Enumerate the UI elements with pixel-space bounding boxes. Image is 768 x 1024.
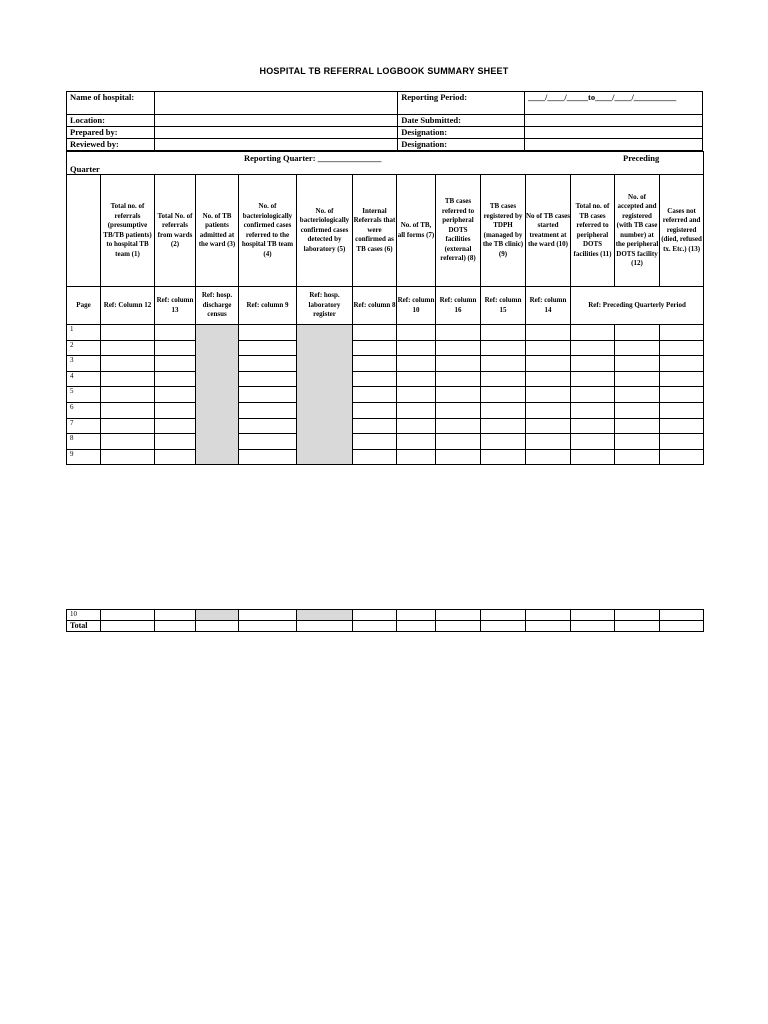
total-cell[interactable] bbox=[436, 621, 481, 632]
data-cell[interactable] bbox=[436, 610, 481, 621]
data-cell[interactable] bbox=[397, 610, 436, 621]
data-cell[interactable] bbox=[101, 434, 155, 450]
column-header: No. of TB patients admitted at the ward (3) bbox=[196, 175, 239, 287]
data-cell[interactable] bbox=[615, 325, 660, 341]
data-cell[interactable] bbox=[353, 610, 397, 621]
data-cell[interactable] bbox=[155, 449, 196, 465]
total-cell[interactable] bbox=[571, 621, 615, 632]
data-cell[interactable] bbox=[526, 402, 571, 418]
shaded-cell bbox=[297, 610, 353, 621]
reviewed-by-field[interactable] bbox=[154, 139, 397, 151]
data-cell[interactable] bbox=[436, 325, 481, 341]
data-cell[interactable] bbox=[436, 356, 481, 372]
data-cell[interactable] bbox=[571, 356, 615, 372]
data-cell[interactable] bbox=[436, 418, 481, 434]
data-cell[interactable] bbox=[615, 387, 660, 403]
total-row bbox=[67, 621, 704, 632]
page-number: 1 bbox=[67, 325, 101, 341]
info-table bbox=[66, 91, 703, 151]
table-row bbox=[67, 387, 704, 403]
data-cell[interactable] bbox=[353, 340, 397, 356]
data-cell[interactable] bbox=[155, 434, 196, 450]
designation-label: Designation: bbox=[398, 127, 525, 139]
table-row bbox=[67, 325, 704, 341]
page-number: 2 bbox=[67, 340, 101, 356]
data-cell[interactable] bbox=[615, 340, 660, 356]
data-cell[interactable] bbox=[571, 387, 615, 403]
data-cell[interactable] bbox=[101, 387, 155, 403]
table-row bbox=[67, 434, 704, 450]
data-cell[interactable] bbox=[436, 340, 481, 356]
data-cell[interactable] bbox=[353, 371, 397, 387]
data-cell[interactable] bbox=[239, 356, 297, 372]
column-header: Total No. of referrals from wards (2) bbox=[155, 175, 196, 287]
reviewed-by-label: Reviewed by: bbox=[67, 139, 155, 151]
data-cell[interactable] bbox=[526, 371, 571, 387]
shaded-cell bbox=[196, 610, 239, 621]
data-cell[interactable] bbox=[526, 340, 571, 356]
data-cell[interactable] bbox=[481, 387, 526, 403]
page-header: Page bbox=[67, 287, 101, 325]
data-cell[interactable] bbox=[155, 356, 196, 372]
data-cell[interactable] bbox=[101, 449, 155, 465]
data-cell[interactable] bbox=[101, 356, 155, 372]
data-cell[interactable] bbox=[526, 449, 571, 465]
data-cell[interactable] bbox=[101, 402, 155, 418]
data-cell[interactable] bbox=[615, 356, 660, 372]
data-cell[interactable] bbox=[571, 610, 615, 621]
data-cell[interactable] bbox=[660, 325, 704, 341]
page-title: HOSPITAL TB REFERRAL LOGBOOK SUMMARY SHEET bbox=[259, 66, 509, 76]
data-cell[interactable] bbox=[436, 371, 481, 387]
total-cell[interactable] bbox=[397, 621, 436, 632]
data-cell[interactable] bbox=[436, 402, 481, 418]
data-cell[interactable] bbox=[526, 325, 571, 341]
data-cell[interactable] bbox=[660, 356, 704, 372]
table-row bbox=[67, 418, 704, 434]
data-cell[interactable] bbox=[660, 402, 704, 418]
data-cell[interactable] bbox=[101, 325, 155, 341]
ref-cell: Ref: column 13 bbox=[155, 287, 196, 325]
data-cell[interactable] bbox=[353, 418, 397, 434]
reporting-quarter-row bbox=[67, 152, 704, 175]
date-submitted-field[interactable] bbox=[525, 115, 703, 127]
data-cell[interactable] bbox=[397, 387, 436, 403]
total-cell[interactable] bbox=[615, 621, 660, 632]
shaded-cell bbox=[297, 325, 353, 465]
data-cell[interactable] bbox=[660, 610, 704, 621]
total-cell[interactable] bbox=[239, 621, 297, 632]
data-cell[interactable] bbox=[353, 449, 397, 465]
data-cell[interactable] bbox=[436, 449, 481, 465]
date-submitted-label: Date Submitted: bbox=[398, 115, 525, 127]
total-cell[interactable] bbox=[155, 621, 196, 632]
designation-label: Designation: bbox=[398, 139, 525, 151]
data-cell[interactable] bbox=[397, 356, 436, 372]
data-cell[interactable] bbox=[660, 371, 704, 387]
data-cell[interactable] bbox=[353, 434, 397, 450]
hospital-name-field[interactable] bbox=[154, 92, 397, 115]
table-row bbox=[67, 402, 704, 418]
data-cell[interactable] bbox=[436, 434, 481, 450]
prepared-by-field[interactable] bbox=[154, 127, 397, 139]
column-header: Internal Referrals that were confirmed as TB cases (6) bbox=[353, 175, 397, 287]
ref-cell: Ref: column 9 bbox=[239, 287, 297, 325]
data-cell[interactable] bbox=[239, 325, 297, 341]
reporting-quarter-label: Reporting Quarter: _______________ bbox=[244, 153, 382, 163]
data-cell[interactable] bbox=[571, 340, 615, 356]
table-row bbox=[67, 449, 704, 465]
column-header: Cases not referred and registered (died, refused tx. Etc.) (13) bbox=[660, 175, 704, 287]
data-cell[interactable] bbox=[239, 340, 297, 356]
data-cell[interactable] bbox=[353, 356, 397, 372]
data-cell[interactable] bbox=[660, 340, 704, 356]
data-cell[interactable] bbox=[101, 418, 155, 434]
page-number: 8 bbox=[67, 434, 101, 450]
ref-cell: Ref: column 10 bbox=[397, 287, 436, 325]
data-cell[interactable] bbox=[526, 434, 571, 450]
data-cell[interactable] bbox=[481, 371, 526, 387]
data-cell[interactable] bbox=[353, 325, 397, 341]
data-cell[interactable] bbox=[155, 325, 196, 341]
data-cell[interactable] bbox=[660, 387, 704, 403]
total-cell[interactable] bbox=[101, 621, 155, 632]
data-cell[interactable] bbox=[436, 387, 481, 403]
data-cell[interactable] bbox=[481, 402, 526, 418]
column-header: No of TB cases started treatment at the ward (10) bbox=[526, 175, 571, 287]
ref-cell: Ref: Column 12 bbox=[101, 287, 155, 325]
data-cell[interactable] bbox=[571, 371, 615, 387]
data-cell[interactable] bbox=[571, 449, 615, 465]
column-header: No. of TB, all forms (7) bbox=[397, 175, 436, 287]
table-row bbox=[67, 356, 704, 372]
data-cell[interactable] bbox=[397, 418, 436, 434]
page-number: 5 bbox=[67, 387, 101, 403]
data-cell[interactable] bbox=[155, 402, 196, 418]
page-number: 9 bbox=[67, 449, 101, 465]
data-cell[interactable] bbox=[526, 387, 571, 403]
data-cell[interactable] bbox=[615, 371, 660, 387]
data-cell[interactable] bbox=[397, 371, 436, 387]
data-cell[interactable] bbox=[239, 371, 297, 387]
page-number: 6 bbox=[67, 402, 101, 418]
column-header: No. of accepted and registered (with TB case number) at the peripheral DOTS facility (12) bbox=[615, 175, 660, 287]
data-cell[interactable] bbox=[481, 340, 526, 356]
summary-bottom-table bbox=[66, 609, 704, 632]
table-row bbox=[67, 371, 704, 387]
data-cell[interactable] bbox=[526, 418, 571, 434]
page-number: 4 bbox=[67, 371, 101, 387]
preceding-label: Preceding bbox=[623, 153, 660, 163]
ref-cell: Ref: column 15 bbox=[481, 287, 526, 325]
column-header: Total no. of referrals (presumptive TB/TB patients) to hospital TB team (1) bbox=[101, 175, 155, 287]
data-cell[interactable] bbox=[481, 325, 526, 341]
data-cell[interactable] bbox=[155, 387, 196, 403]
data-cell[interactable] bbox=[571, 434, 615, 450]
column-header: No. of bacteriologically confirmed cases referred to the hospital TB team (4) bbox=[239, 175, 297, 287]
data-cell[interactable] bbox=[526, 610, 571, 621]
data-cell[interactable] bbox=[101, 340, 155, 356]
total-cell[interactable] bbox=[353, 621, 397, 632]
data-cell[interactable] bbox=[155, 371, 196, 387]
data-cell[interactable] bbox=[353, 387, 397, 403]
summary-grid bbox=[66, 151, 704, 465]
column-header: TB cases referred to peripheral DOTS facilities (external referral) (8) bbox=[436, 175, 481, 287]
data-cell[interactable] bbox=[353, 402, 397, 418]
data-cell[interactable] bbox=[660, 418, 704, 434]
table-row bbox=[67, 610, 704, 621]
data-cell[interactable] bbox=[615, 418, 660, 434]
data-cell[interactable] bbox=[481, 610, 526, 621]
data-cell[interactable] bbox=[239, 610, 297, 621]
location-field[interactable] bbox=[154, 115, 397, 127]
data-cell[interactable] bbox=[155, 340, 196, 356]
reporting-period-label: Reporting Period: bbox=[398, 92, 525, 115]
data-cell[interactable] bbox=[239, 402, 297, 418]
data-cell[interactable] bbox=[615, 434, 660, 450]
data-cell[interactable] bbox=[239, 434, 297, 450]
location-label: Location: bbox=[67, 115, 155, 127]
table-row bbox=[67, 340, 704, 356]
data-cell[interactable] bbox=[397, 340, 436, 356]
column-header: No. of bacteriologically confirmed cases detected by laboratory (5) bbox=[297, 175, 353, 287]
data-cell[interactable] bbox=[615, 402, 660, 418]
data-cell[interactable] bbox=[101, 371, 155, 387]
total-cell[interactable] bbox=[660, 621, 704, 632]
data-cell[interactable] bbox=[615, 610, 660, 621]
total-cell[interactable] bbox=[297, 621, 353, 632]
data-cell[interactable] bbox=[481, 356, 526, 372]
data-cell[interactable] bbox=[397, 325, 436, 341]
total-label: Total bbox=[67, 621, 101, 632]
total-cell[interactable] bbox=[196, 621, 239, 632]
data-cell[interactable] bbox=[526, 356, 571, 372]
data-cell[interactable] bbox=[397, 449, 436, 465]
data-cell[interactable] bbox=[660, 449, 704, 465]
reporting-period-field[interactable] bbox=[525, 92, 703, 115]
data-cell[interactable] bbox=[239, 449, 297, 465]
column-header: Total no. of TB cases referred to peripheral DOTS facilities (11) bbox=[571, 175, 615, 287]
ref-cell: Ref: hosp. laboratory register bbox=[297, 287, 353, 325]
hospital-name-label: Name of hospital: bbox=[67, 92, 155, 115]
ref-cell: Ref: column 14 bbox=[526, 287, 571, 325]
data-cell[interactable] bbox=[239, 418, 297, 434]
ref-cell: Ref: column 8 bbox=[353, 287, 397, 325]
data-cell[interactable] bbox=[397, 402, 436, 418]
period-value: ____/____/_____to____/____/__________ bbox=[528, 92, 677, 102]
total-cell[interactable] bbox=[481, 621, 526, 632]
data-cell[interactable] bbox=[481, 449, 526, 465]
shaded-cell bbox=[196, 325, 239, 465]
designation-field[interactable] bbox=[525, 139, 703, 151]
ref-cell: Ref: column 16 bbox=[436, 287, 481, 325]
page-number: 7 bbox=[67, 418, 101, 434]
data-cell[interactable] bbox=[397, 434, 436, 450]
quarter-label: Quarter bbox=[70, 164, 100, 174]
page-number: 3 bbox=[67, 356, 101, 372]
column-header: TB cases registered by TDPH (managed by the TB clinic) (9) bbox=[481, 175, 526, 287]
data-cell[interactable] bbox=[481, 434, 526, 450]
data-cell[interactable] bbox=[571, 418, 615, 434]
total-cell[interactable] bbox=[526, 621, 571, 632]
ref-cell: Ref: hosp. discharge census bbox=[196, 287, 239, 325]
data-cell[interactable] bbox=[571, 325, 615, 341]
ref-preceding-period: Ref: Preceding Quarterly Period bbox=[571, 287, 704, 325]
page-column-header bbox=[67, 175, 101, 287]
designation-field[interactable] bbox=[525, 127, 703, 139]
data-cell[interactable] bbox=[660, 434, 704, 450]
prepared-by-label: Prepared by: bbox=[67, 127, 155, 139]
data-cell[interactable] bbox=[101, 610, 155, 621]
data-cell[interactable] bbox=[239, 387, 297, 403]
data-cell[interactable] bbox=[155, 418, 196, 434]
data-cell[interactable] bbox=[571, 402, 615, 418]
page-number: 10 bbox=[67, 610, 101, 621]
data-cell[interactable] bbox=[481, 418, 526, 434]
data-cell[interactable] bbox=[155, 610, 196, 621]
data-cell[interactable] bbox=[615, 449, 660, 465]
